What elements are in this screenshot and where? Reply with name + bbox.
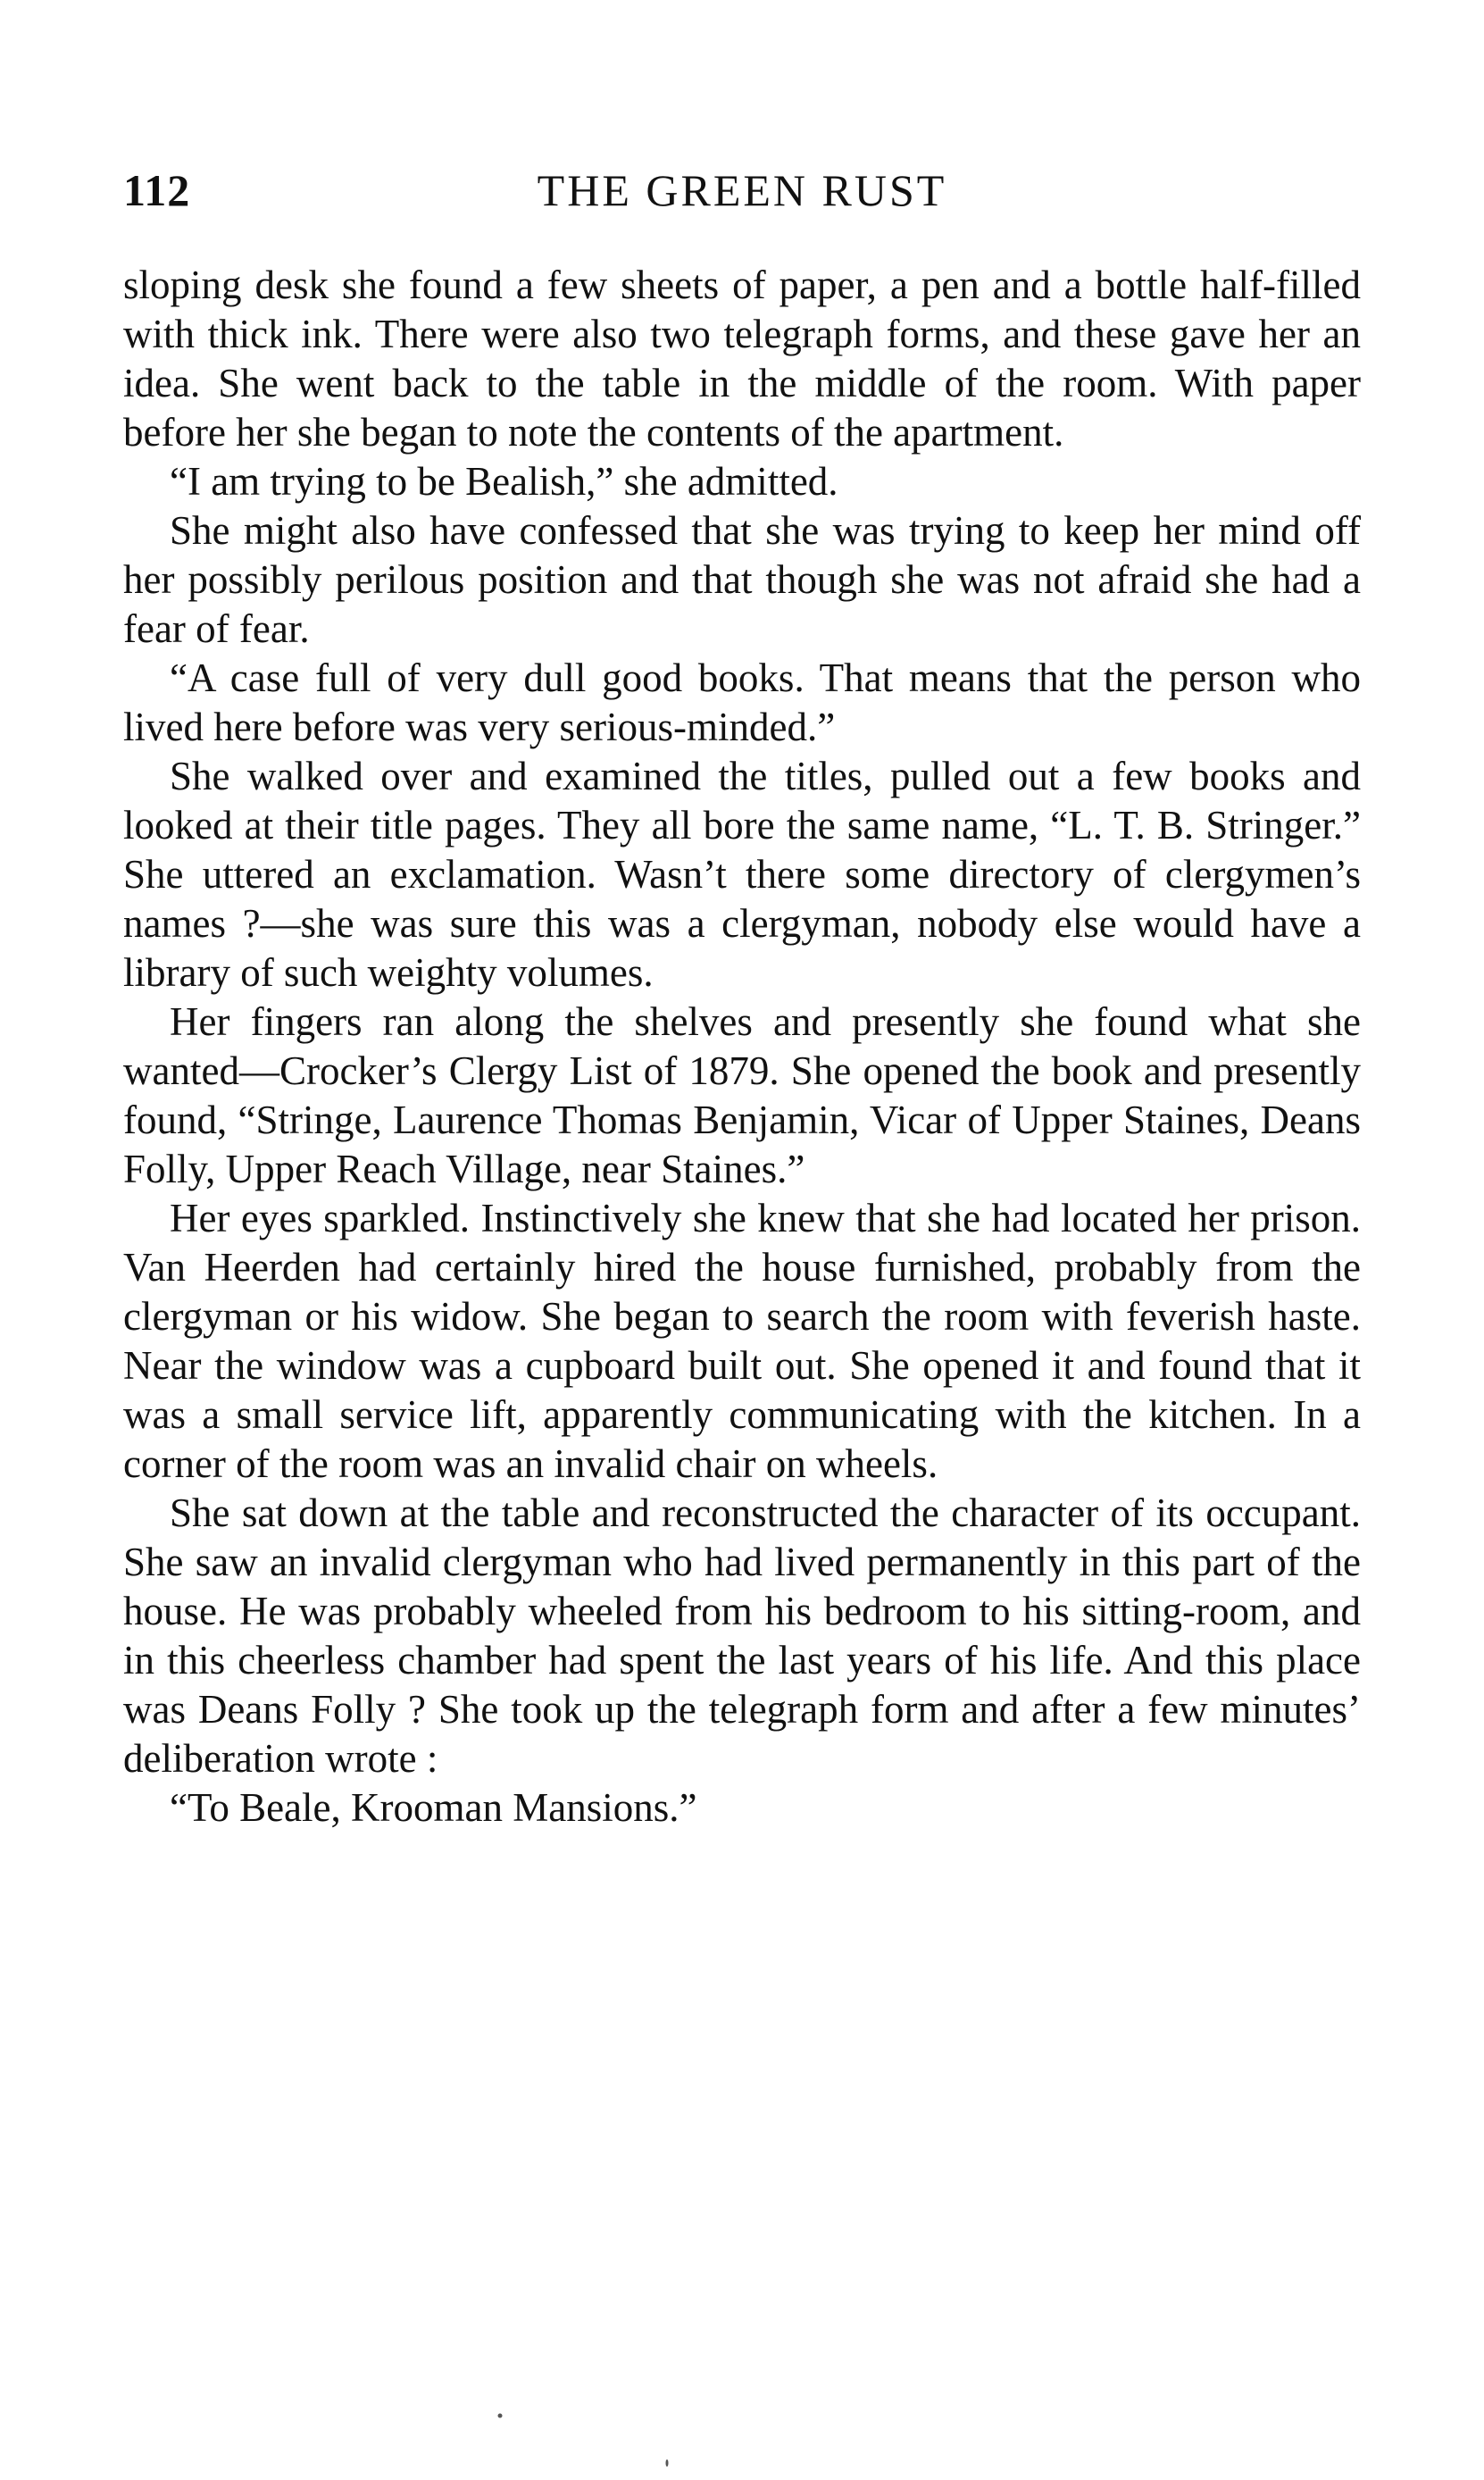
body-text	[123, 261, 1361, 1833]
paragraph: She sat down at the table and reconstructed the character of its occupant. She saw an invalid clergyman who had lived permanently in this part of the house. He was probably wheeled from his bedroom to his sitting-room, and in this cheerless chamber had spent the last years of his life. And this place was Deans Folly ? She took up the telegraph form and after a few minutes’ deliberation wrote :	[123, 1491, 1361, 1781]
paragraph: Her eyes sparkled. Instinctively she knew that she had located her prison. Van Heerden had certainly hired the house furnished, probably from the clergyman or his widow. She began to search the room with feverish haste. Near the window was a cupboard built out. She opened it and found that it was a small service lift, apparently communicating with the kitchen. In a corner of the room was an invalid chair on wheels.	[123, 1196, 1361, 1486]
paragraph-telegram-address: “To Beale, Krooman Mansions.”	[170, 1785, 697, 1830]
running-title: THE GREEN RUST	[537, 165, 947, 215]
paragraph: Her fingers ran along the shelves and presently she found what she wanted—Crocker’s Clergy List of 1879. She opened the book and presently found, “Stringe, Laurence Thomas Benjamin, Vicar of Upper Staines, Deans Folly, Upper Reach Village, near Staines.”	[123, 999, 1361, 1191]
page-number: 112	[123, 165, 191, 215]
scan-speck	[498, 2414, 503, 2418]
paragraph-dialogue: “I am trying to be Bealish,” she admitted.	[170, 459, 838, 504]
paragraph-continuation: sloping desk she found a few sheets of paper, a pen and a bottle half-filled with thick ink. There were also two telegraph forms, and these gave her an idea. She went back to the table in the middle of the room. With paper before her she began to note the contents of the apartment.	[123, 263, 1361, 455]
paragraph: She might also have confessed that she was trying to keep her mind off her possibly perilous position and that though she was not afraid she had a fear of fear.	[123, 508, 1361, 651]
scan-speck	[666, 2459, 669, 2467]
paragraph-dialogue: “A case full of very dull good books. That means that the person who lived here before was very serious-minded.”	[123, 655, 1361, 749]
paragraph: She walked over and examined the titles, pulled out a few books and looked at their title pages. They all bore the same name, “L. T. B. Stringer.” She uttered an exclamation. Wasn’t there some directory of clergymen’s names ?—she was sure this was a clergyman, nobody else would have a library of such weighty volumes.	[123, 754, 1361, 995]
running-head	[123, 159, 1361, 221]
